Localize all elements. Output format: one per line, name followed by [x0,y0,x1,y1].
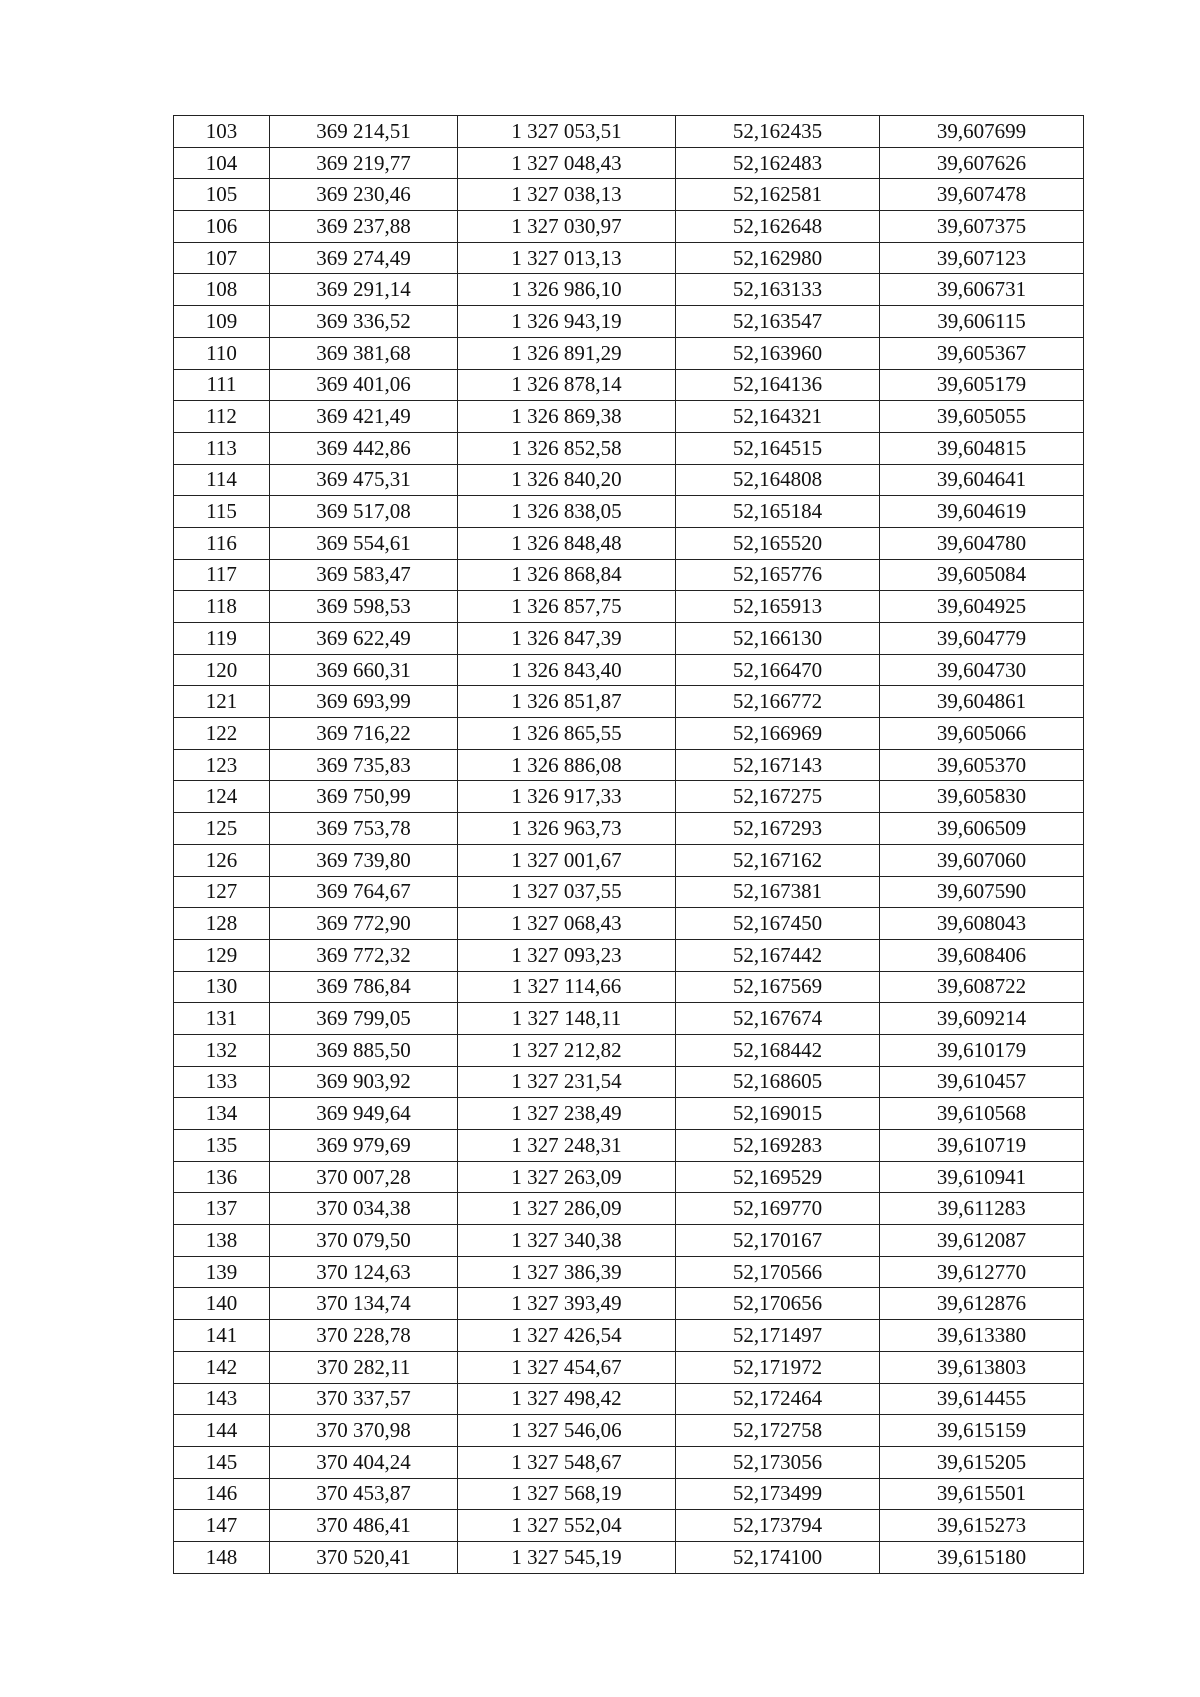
coordinates-table [173,115,1084,1574]
latitude-cell: 52,167674 [676,1003,880,1035]
longitude-cell: 39,606509 [880,813,1084,845]
longitude-cell: 39,610719 [880,1130,1084,1162]
table-row [174,1288,1084,1320]
longitude-cell: 39,604780 [880,527,1084,559]
latitude-cell: 52,167381 [676,876,880,908]
point-number-cell: 118 [174,591,270,623]
table-row [174,369,1084,401]
latitude-cell: 52,167450 [676,908,880,940]
latitude-cell: 52,163960 [676,337,880,369]
table-row [174,813,1084,845]
point-number-cell: 112 [174,401,270,433]
longitude-cell: 39,615273 [880,1510,1084,1542]
point-number-cell: 129 [174,939,270,971]
table-row [174,147,1084,179]
table-row [174,179,1084,211]
latitude-cell: 52,172464 [676,1383,880,1415]
latitude-cell: 52,166130 [676,623,880,655]
x-coordinate-cell: 369 442,86 [270,432,458,464]
longitude-cell: 39,604815 [880,432,1084,464]
x-coordinate-cell: 369 291,14 [270,274,458,306]
y-coordinate-cell: 1 326 843,40 [458,654,676,686]
x-coordinate-cell: 370 337,57 [270,1383,458,1415]
point-number-cell: 119 [174,623,270,655]
y-coordinate-cell: 1 327 114,66 [458,971,676,1003]
latitude-cell: 52,173056 [676,1446,880,1478]
longitude-cell: 39,605055 [880,401,1084,433]
point-number-cell: 116 [174,527,270,559]
longitude-cell: 39,605370 [880,749,1084,781]
y-coordinate-cell: 1 327 038,13 [458,179,676,211]
y-coordinate-cell: 1 327 263,09 [458,1161,676,1193]
x-coordinate-cell: 369 949,64 [270,1098,458,1130]
point-number-cell: 108 [174,274,270,306]
y-coordinate-cell: 1 326 838,05 [458,496,676,528]
x-coordinate-cell: 369 903,92 [270,1066,458,1098]
x-coordinate-cell: 369 517,08 [270,496,458,528]
longitude-cell: 39,615205 [880,1446,1084,1478]
latitude-cell: 52,172758 [676,1415,880,1447]
y-coordinate-cell: 1 327 568,19 [458,1478,676,1510]
point-number-cell: 111 [174,369,270,401]
latitude-cell: 52,165520 [676,527,880,559]
point-number-cell: 109 [174,306,270,338]
longitude-cell: 39,605084 [880,559,1084,591]
x-coordinate-cell: 370 404,24 [270,1446,458,1478]
latitude-cell: 52,173794 [676,1510,880,1542]
y-coordinate-cell: 1 327 037,55 [458,876,676,908]
x-coordinate-cell: 370 079,50 [270,1225,458,1257]
point-number-cell: 140 [174,1288,270,1320]
y-coordinate-cell: 1 327 093,23 [458,939,676,971]
point-number-cell: 126 [174,844,270,876]
point-number-cell: 120 [174,654,270,686]
y-coordinate-cell: 1 327 286,09 [458,1193,676,1225]
table-row [174,1130,1084,1162]
x-coordinate-cell: 369 772,90 [270,908,458,940]
x-coordinate-cell: 369 214,51 [270,116,458,148]
y-coordinate-cell: 1 327 231,54 [458,1066,676,1098]
table-row [174,1003,1084,1035]
longitude-cell: 39,605066 [880,718,1084,750]
latitude-cell: 52,167162 [676,844,880,876]
point-number-cell: 113 [174,432,270,464]
longitude-cell: 39,608722 [880,971,1084,1003]
x-coordinate-cell: 369 622,49 [270,623,458,655]
x-coordinate-cell: 369 475,31 [270,464,458,496]
table-row [174,844,1084,876]
latitude-cell: 52,168442 [676,1034,880,1066]
x-coordinate-cell: 369 219,77 [270,147,458,179]
latitude-cell: 52,166969 [676,718,880,750]
latitude-cell: 52,164515 [676,432,880,464]
latitude-cell: 52,169015 [676,1098,880,1130]
longitude-cell: 39,607626 [880,147,1084,179]
point-number-cell: 110 [174,337,270,369]
x-coordinate-cell: 369 772,32 [270,939,458,971]
latitude-cell: 52,162581 [676,179,880,211]
table-row [174,211,1084,243]
longitude-cell: 39,612770 [880,1256,1084,1288]
longitude-cell: 39,613380 [880,1320,1084,1352]
longitude-cell: 39,610941 [880,1161,1084,1193]
table-row [174,1098,1084,1130]
point-number-cell: 115 [174,496,270,528]
latitude-cell: 52,164136 [676,369,880,401]
point-number-cell: 132 [174,1034,270,1066]
point-number-cell: 136 [174,1161,270,1193]
point-number-cell: 114 [174,464,270,496]
table-row [174,686,1084,718]
y-coordinate-cell: 1 327 454,67 [458,1351,676,1383]
y-coordinate-cell: 1 326 857,75 [458,591,676,623]
x-coordinate-cell: 369 230,46 [270,179,458,211]
x-coordinate-cell: 369 336,52 [270,306,458,338]
point-number-cell: 146 [174,1478,270,1510]
latitude-cell: 52,162980 [676,242,880,274]
x-coordinate-cell: 369 764,67 [270,876,458,908]
longitude-cell: 39,607478 [880,179,1084,211]
x-coordinate-cell: 370 520,41 [270,1541,458,1573]
table-row [174,242,1084,274]
y-coordinate-cell: 1 327 148,11 [458,1003,676,1035]
latitude-cell: 52,171972 [676,1351,880,1383]
longitude-cell: 39,604641 [880,464,1084,496]
y-coordinate-cell: 1 327 386,39 [458,1256,676,1288]
longitude-cell: 39,605179 [880,369,1084,401]
y-coordinate-cell: 1 327 498,42 [458,1383,676,1415]
longitude-cell: 39,606115 [880,306,1084,338]
longitude-cell: 39,607375 [880,211,1084,243]
longitude-cell: 39,608043 [880,908,1084,940]
y-coordinate-cell: 1 327 053,51 [458,116,676,148]
x-coordinate-cell: 369 583,47 [270,559,458,591]
table-row [174,1161,1084,1193]
latitude-cell: 52,165776 [676,559,880,591]
x-coordinate-cell: 369 381,68 [270,337,458,369]
x-coordinate-cell: 369 786,84 [270,971,458,1003]
y-coordinate-cell: 1 326 878,14 [458,369,676,401]
latitude-cell: 52,171497 [676,1320,880,1352]
y-coordinate-cell: 1 327 546,06 [458,1415,676,1447]
longitude-cell: 39,611283 [880,1193,1084,1225]
table-row [174,971,1084,1003]
coordinates-table-body [174,116,1084,1574]
x-coordinate-cell: 370 007,28 [270,1161,458,1193]
latitude-cell: 52,167569 [676,971,880,1003]
latitude-cell: 52,169770 [676,1193,880,1225]
y-coordinate-cell: 1 327 030,97 [458,211,676,243]
latitude-cell: 52,169283 [676,1130,880,1162]
longitude-cell: 39,614455 [880,1383,1084,1415]
latitude-cell: 52,164321 [676,401,880,433]
point-number-cell: 105 [174,179,270,211]
longitude-cell: 39,604619 [880,496,1084,528]
y-coordinate-cell: 1 327 238,49 [458,1098,676,1130]
latitude-cell: 52,170167 [676,1225,880,1257]
latitude-cell: 52,174100 [676,1541,880,1573]
y-coordinate-cell: 1 326 891,29 [458,337,676,369]
y-coordinate-cell: 1 326 848,48 [458,527,676,559]
point-number-cell: 127 [174,876,270,908]
y-coordinate-cell: 1 327 548,67 [458,1446,676,1478]
longitude-cell: 39,615159 [880,1415,1084,1447]
longitude-cell: 39,604730 [880,654,1084,686]
table-row [174,306,1084,338]
longitude-cell: 39,605367 [880,337,1084,369]
point-number-cell: 139 [174,1256,270,1288]
point-number-cell: 117 [174,559,270,591]
table-row [174,1034,1084,1066]
point-number-cell: 145 [174,1446,270,1478]
table-row [174,591,1084,623]
point-number-cell: 103 [174,116,270,148]
table-row [174,1415,1084,1447]
latitude-cell: 52,167143 [676,749,880,781]
y-coordinate-cell: 1 327 552,04 [458,1510,676,1542]
longitude-cell: 39,615501 [880,1478,1084,1510]
y-coordinate-cell: 1 326 917,33 [458,781,676,813]
table-row [174,1351,1084,1383]
x-coordinate-cell: 370 453,87 [270,1478,458,1510]
table-row [174,908,1084,940]
y-coordinate-cell: 1 326 986,10 [458,274,676,306]
x-coordinate-cell: 369 716,22 [270,718,458,750]
latitude-cell: 52,170656 [676,1288,880,1320]
y-coordinate-cell: 1 326 865,55 [458,718,676,750]
latitude-cell: 52,162435 [676,116,880,148]
x-coordinate-cell: 369 421,49 [270,401,458,433]
table-row [174,654,1084,686]
latitude-cell: 52,167275 [676,781,880,813]
x-coordinate-cell: 369 979,69 [270,1130,458,1162]
table-row [174,1383,1084,1415]
longitude-cell: 39,610179 [880,1034,1084,1066]
y-coordinate-cell: 1 327 393,49 [458,1288,676,1320]
table-row [174,337,1084,369]
y-coordinate-cell: 1 326 851,87 [458,686,676,718]
point-number-cell: 141 [174,1320,270,1352]
latitude-cell: 52,166772 [676,686,880,718]
table-row [174,1510,1084,1542]
x-coordinate-cell: 370 228,78 [270,1320,458,1352]
longitude-cell: 39,605830 [880,781,1084,813]
y-coordinate-cell: 1 327 248,31 [458,1130,676,1162]
point-number-cell: 106 [174,211,270,243]
latitude-cell: 52,164808 [676,464,880,496]
y-coordinate-cell: 1 327 426,54 [458,1320,676,1352]
latitude-cell: 52,168605 [676,1066,880,1098]
x-coordinate-cell: 370 134,74 [270,1288,458,1320]
point-number-cell: 131 [174,1003,270,1035]
latitude-cell: 52,167293 [676,813,880,845]
table-row [174,1320,1084,1352]
longitude-cell: 39,604925 [880,591,1084,623]
latitude-cell: 52,173499 [676,1478,880,1510]
point-number-cell: 128 [174,908,270,940]
latitude-cell: 52,170566 [676,1256,880,1288]
latitude-cell: 52,169529 [676,1161,880,1193]
table-row [174,559,1084,591]
x-coordinate-cell: 369 693,99 [270,686,458,718]
point-number-cell: 133 [174,1066,270,1098]
x-coordinate-cell: 369 401,06 [270,369,458,401]
y-coordinate-cell: 1 326 963,73 [458,813,676,845]
point-number-cell: 143 [174,1383,270,1415]
point-number-cell: 125 [174,813,270,845]
y-coordinate-cell: 1 326 840,20 [458,464,676,496]
table-row [174,1446,1084,1478]
longitude-cell: 39,604779 [880,623,1084,655]
longitude-cell: 39,606731 [880,274,1084,306]
table-row [174,496,1084,528]
y-coordinate-cell: 1 327 048,43 [458,147,676,179]
longitude-cell: 39,607123 [880,242,1084,274]
point-number-cell: 135 [174,1130,270,1162]
y-coordinate-cell: 1 327 340,38 [458,1225,676,1257]
point-number-cell: 138 [174,1225,270,1257]
latitude-cell: 52,167442 [676,939,880,971]
x-coordinate-cell: 369 885,50 [270,1034,458,1066]
x-coordinate-cell: 370 282,11 [270,1351,458,1383]
table-row [174,1066,1084,1098]
longitude-cell: 39,610568 [880,1098,1084,1130]
x-coordinate-cell: 369 753,78 [270,813,458,845]
longitude-cell: 39,612876 [880,1288,1084,1320]
longitude-cell: 39,604861 [880,686,1084,718]
y-coordinate-cell: 1 327 212,82 [458,1034,676,1066]
x-coordinate-cell: 370 370,98 [270,1415,458,1447]
longitude-cell: 39,609214 [880,1003,1084,1035]
latitude-cell: 52,165184 [676,496,880,528]
latitude-cell: 52,162483 [676,147,880,179]
x-coordinate-cell: 369 274,49 [270,242,458,274]
table-row [174,432,1084,464]
longitude-cell: 39,607699 [880,116,1084,148]
table-row [174,1193,1084,1225]
table-row [174,401,1084,433]
y-coordinate-cell: 1 326 847,39 [458,623,676,655]
latitude-cell: 52,165913 [676,591,880,623]
latitude-cell: 52,163547 [676,306,880,338]
latitude-cell: 52,162648 [676,211,880,243]
x-coordinate-cell: 370 124,63 [270,1256,458,1288]
table-row [174,939,1084,971]
point-number-cell: 130 [174,971,270,1003]
y-coordinate-cell: 1 327 001,67 [458,844,676,876]
table-row [174,1225,1084,1257]
x-coordinate-cell: 369 735,83 [270,749,458,781]
latitude-cell: 52,163133 [676,274,880,306]
point-number-cell: 142 [174,1351,270,1383]
table-row [174,1256,1084,1288]
point-number-cell: 137 [174,1193,270,1225]
table-row [174,718,1084,750]
point-number-cell: 104 [174,147,270,179]
table-row [174,464,1084,496]
point-number-cell: 122 [174,718,270,750]
longitude-cell: 39,612087 [880,1225,1084,1257]
y-coordinate-cell: 1 326 868,84 [458,559,676,591]
table-row [174,1478,1084,1510]
table-row [174,876,1084,908]
x-coordinate-cell: 369 739,80 [270,844,458,876]
longitude-cell: 39,610457 [880,1066,1084,1098]
table-row [174,116,1084,148]
x-coordinate-cell: 370 034,38 [270,1193,458,1225]
point-number-cell: 134 [174,1098,270,1130]
x-coordinate-cell: 369 799,05 [270,1003,458,1035]
point-number-cell: 107 [174,242,270,274]
y-coordinate-cell: 1 327 068,43 [458,908,676,940]
y-coordinate-cell: 1 326 852,58 [458,432,676,464]
table-row [174,527,1084,559]
x-coordinate-cell: 369 750,99 [270,781,458,813]
point-number-cell: 123 [174,749,270,781]
table-row [174,749,1084,781]
x-coordinate-cell: 370 486,41 [270,1510,458,1542]
y-coordinate-cell: 1 327 545,19 [458,1541,676,1573]
longitude-cell: 39,607060 [880,844,1084,876]
x-coordinate-cell: 369 660,31 [270,654,458,686]
y-coordinate-cell: 1 326 886,08 [458,749,676,781]
table-row [174,1541,1084,1573]
point-number-cell: 124 [174,781,270,813]
x-coordinate-cell: 369 554,61 [270,527,458,559]
point-number-cell: 144 [174,1415,270,1447]
y-coordinate-cell: 1 327 013,13 [458,242,676,274]
longitude-cell: 39,607590 [880,876,1084,908]
point-number-cell: 147 [174,1510,270,1542]
latitude-cell: 52,166470 [676,654,880,686]
longitude-cell: 39,608406 [880,939,1084,971]
x-coordinate-cell: 369 237,88 [270,211,458,243]
y-coordinate-cell: 1 326 943,19 [458,306,676,338]
table-row [174,274,1084,306]
longitude-cell: 39,613803 [880,1351,1084,1383]
x-coordinate-cell: 369 598,53 [270,591,458,623]
point-number-cell: 148 [174,1541,270,1573]
table-row [174,781,1084,813]
y-coordinate-cell: 1 326 869,38 [458,401,676,433]
point-number-cell: 121 [174,686,270,718]
table-row [174,623,1084,655]
longitude-cell: 39,615180 [880,1541,1084,1573]
